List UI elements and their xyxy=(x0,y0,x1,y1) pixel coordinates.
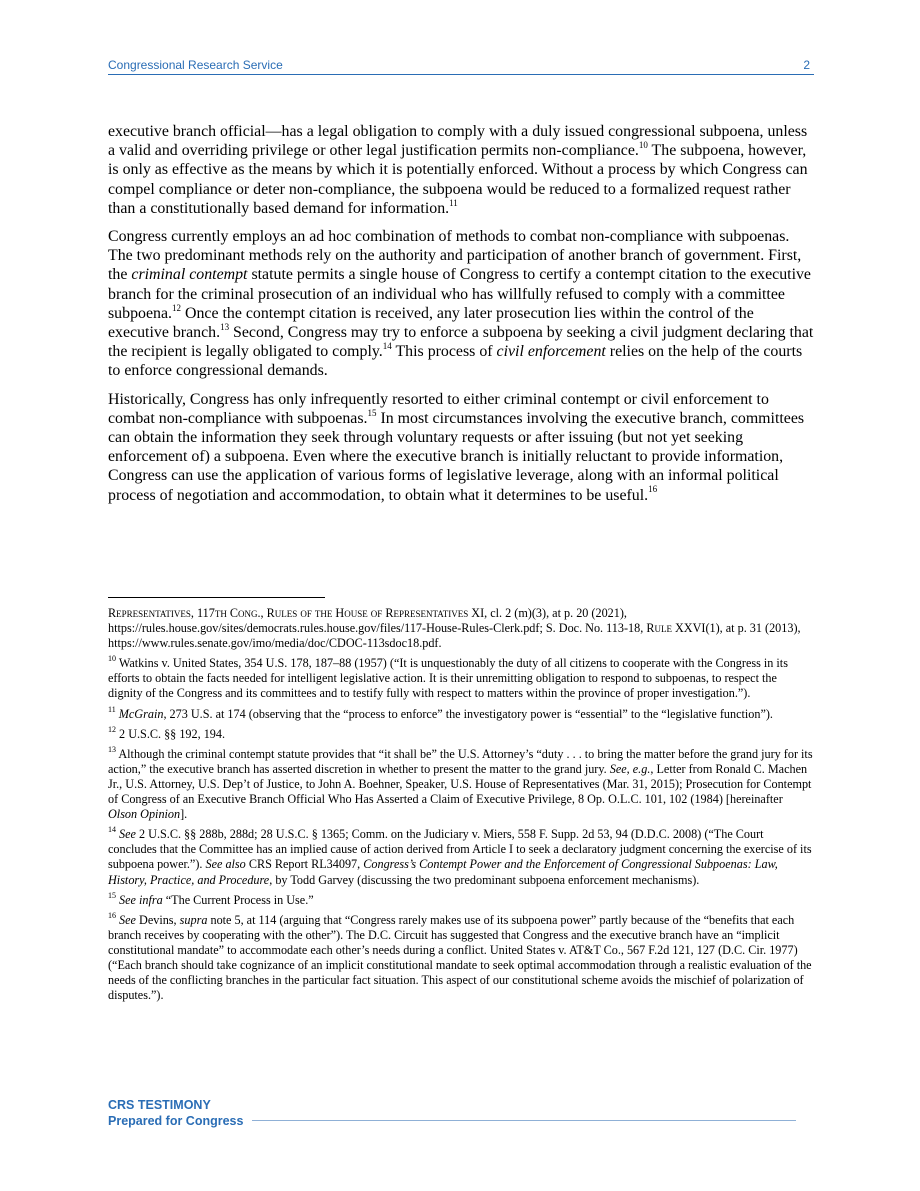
italic-text: Congress’s Contempt Power and the Enforcement of Congressional Subpoenas: Law, History, Practice, and Procedure xyxy=(108,857,778,887)
text: Watkins v. United States, 354 U.S. 178, 187–88 (1957) (“It is unquestionably the duty of all citizens to cooperate with the Congress in its efforts to obtain the facts needed for intelligent legislative action. It is their unremitting obligation to respond to subpoenas, to respect the dignity of the Congress and its committees and to testify fully with respect to matters within the province of proper investigation.”). xyxy=(108,656,788,701)
text: The subpoena, however, is only as effective as the means by which it is potentially enforced. Without a process by which Congress can compel compliance or deter non-compliance, the subpoena would be reduced to a formalized request rather than a constitutionally based demand for information. xyxy=(108,142,808,217)
italic-term: criminal contempt xyxy=(131,266,248,284)
footnote-number: 12 xyxy=(108,724,116,734)
italic-text: See xyxy=(119,827,136,842)
footnote-13 xyxy=(108,744,814,822)
text: 2 U.S.C. §§ 192, 194. xyxy=(116,726,226,741)
text: XXVI(1), at p. 31 (2013), https://www.rules.senate.gov/imo/media/doc/CDOC-113sdoc18.pdf. xyxy=(108,621,801,651)
text: , by Todd Garvey (discussing the two predominant subpoena enforcement mechanisms). xyxy=(269,872,700,887)
footnote-ref-14[interactable]: 14 xyxy=(382,340,392,351)
paragraph-3 xyxy=(108,390,814,505)
footer-line-1: CRS TESTIMONY xyxy=(108,1098,211,1112)
text: This process of xyxy=(391,343,497,361)
page-header xyxy=(108,58,814,74)
footer-brand xyxy=(108,1097,243,1129)
footnote-11 xyxy=(108,704,814,722)
footnote-15 xyxy=(108,890,814,908)
footnote-16 xyxy=(108,910,814,1004)
paragraph-1 xyxy=(108,122,814,218)
main-body xyxy=(108,122,814,514)
footnote-ref-10[interactable]: 10 xyxy=(638,139,648,150)
footnote-number: 10 xyxy=(108,654,116,664)
text: ]. xyxy=(180,807,188,822)
footnote-continued xyxy=(108,606,814,651)
footnote-ref-16[interactable]: 16 xyxy=(648,484,658,495)
small-caps-text: Rule xyxy=(646,621,672,636)
footnote-ref-12[interactable]: 12 xyxy=(172,302,181,313)
italic-text: McGrain xyxy=(118,706,164,721)
page-number: 2 xyxy=(803,58,810,72)
paragraph-2 xyxy=(108,227,814,381)
text: “The Current Process in Use.” xyxy=(162,892,314,907)
italic-text: supra xyxy=(179,912,208,927)
text: Devins, xyxy=(135,912,180,927)
footnote-rule xyxy=(108,597,325,598)
footnote-10 xyxy=(108,656,814,701)
footnote-14 xyxy=(108,827,814,887)
footnote-number: 11 xyxy=(108,704,116,714)
text: Although the criminal contempt statute provides that “it shall be” the U.S. Attorney’s “duty . . . to bring the matter before the grand jury for its action,” the executive branch has asserted discretion in whether to present the matter to the grand jury. xyxy=(108,746,813,776)
text: note 5, at 114 (arguing that “Congress rarely makes use of its subpoena power” partly because of the “benefits that each branch receives by cooperating with the other”). The D.C. Circuit has suggested that Congress and the executive branch have an “implicit constitutional mandate” to accommodate each other’s needs during a conflict. United States v. AT&T Co., 567 F.2d 121, 127 (D.C. Cir. 1977) (“Each branch should take cognizance of an implicit constitutional mandate to seek optimal accommodation through a realistic evaluation of the needs of the conflicting branches in the particular fact situation. This aspect of our constitutional scheme avoids the mischief of polarization of disputes.”). xyxy=(108,912,812,1003)
footnotes xyxy=(108,606,814,1008)
footnote-12 xyxy=(108,724,814,742)
header-rule xyxy=(108,74,814,75)
text: XI, cl. 2 (m)(3), at p. 20 (2021), https://rules.house.gov/sites/democrats.rules.house.gov/files/117-House-Rules-Clerk.pdf; S. Doc. No. 113-18, xyxy=(108,606,647,636)
italic-text: Olson Opinion xyxy=(108,807,181,822)
footnote-number: 13 xyxy=(108,744,116,754)
header-org-name: Congressional Research Service xyxy=(108,58,283,72)
text: statute permits a single house of Congress to certify a contempt citation to the executive branch for the criminal prosecution of an individual who has willfully refused to comply with a committee subpoena. xyxy=(108,266,811,322)
footnote-number: 16 xyxy=(108,910,116,920)
italic-text: See also xyxy=(205,857,246,872)
text: CRS Report RL34097, xyxy=(245,857,364,872)
text: Historically, Congress has only infrequently resorted to either criminal contempt or civil enforcement to combat non-compliance with subpoenas. xyxy=(108,390,769,427)
footer-line-2: Prepared for Congress xyxy=(108,1114,244,1128)
text: executive branch official—has a legal obligation to comply with a duly issued congressional subpoena, unless a valid and overriding privilege or other legal justification permits non-compliance. xyxy=(108,123,808,160)
italic-term: civil enforcement xyxy=(496,343,606,361)
footnote-number: 14 xyxy=(108,825,116,835)
text: , Letter from Ronald C. Machen Jr., U.S. Attorney, U.S. Dep’t of Justice, to John A. Boehner, Speaker, U.S. House of Representatives (Mar. 31, 2015); Prosecution for Contempt of Congress of an Executive Branch Official Who Has Asserted a Claim of Executive Privilege, 8 Op. O.L.C. 101, 102 (1984) [hereinafter xyxy=(108,761,812,807)
footnote-number: 15 xyxy=(108,890,116,900)
footnote-ref-15[interactable]: 15 xyxy=(367,407,377,418)
footnote-ref-11[interactable]: 11 xyxy=(449,197,458,208)
italic-text: See, e.g. xyxy=(609,761,651,776)
text: Congress currently employs an ad hoc combination of methods to combat non-compliance with subpoenas. The two predominant methods rely on the authority and participation of another branch of government. First, the xyxy=(108,228,802,284)
small-caps-text: Representatives, 117th Cong., Rules of the House of Representatives xyxy=(108,606,469,620)
text: In most circumstances involving the executive branch, committees can obtain the information they seek through voluntary requests or after issuing (but not yet seeking enforcement of) a subpoena. Even where the executive branch is initially reluctant to provide information, Congress can use the application of various forms of legislative leverage, along with an informal political process of negotiation and accommodation, to obtain what it determines to be useful. xyxy=(108,409,805,504)
text: 2 U.S.C. §§ 288b, 288d; 28 U.S.C. § 1365; Comm. on the Judiciary v. Miers, 558 F. Supp. 2d 53, 94 (D.D.C. 2008) (“The Court concludes that the Committee has an implied cause of action derived from Article I to seek a declaratory judgment concerning the exercise of its subpoena power.”). xyxy=(108,827,812,872)
text: relies on the help of the courts to enforce congressional demands. xyxy=(108,343,803,380)
text: , 273 U.S. at 174 (observing that the “process to enforce” the investigatory power is “essential” to the “legislative function”). xyxy=(163,706,773,721)
text: Second, Congress may try to enforce a subpoena by seeking a civil judgment declaring that the recipient is legally obligated to comply. xyxy=(108,324,814,361)
footer-rule xyxy=(252,1120,796,1121)
italic-text: See infra xyxy=(119,892,163,907)
italic-text: See xyxy=(119,912,136,927)
footnote-ref-13[interactable]: 13 xyxy=(220,321,230,332)
text: Once the contempt citation is received, any later prosecution lies within the control of the executive branch. xyxy=(108,304,754,342)
